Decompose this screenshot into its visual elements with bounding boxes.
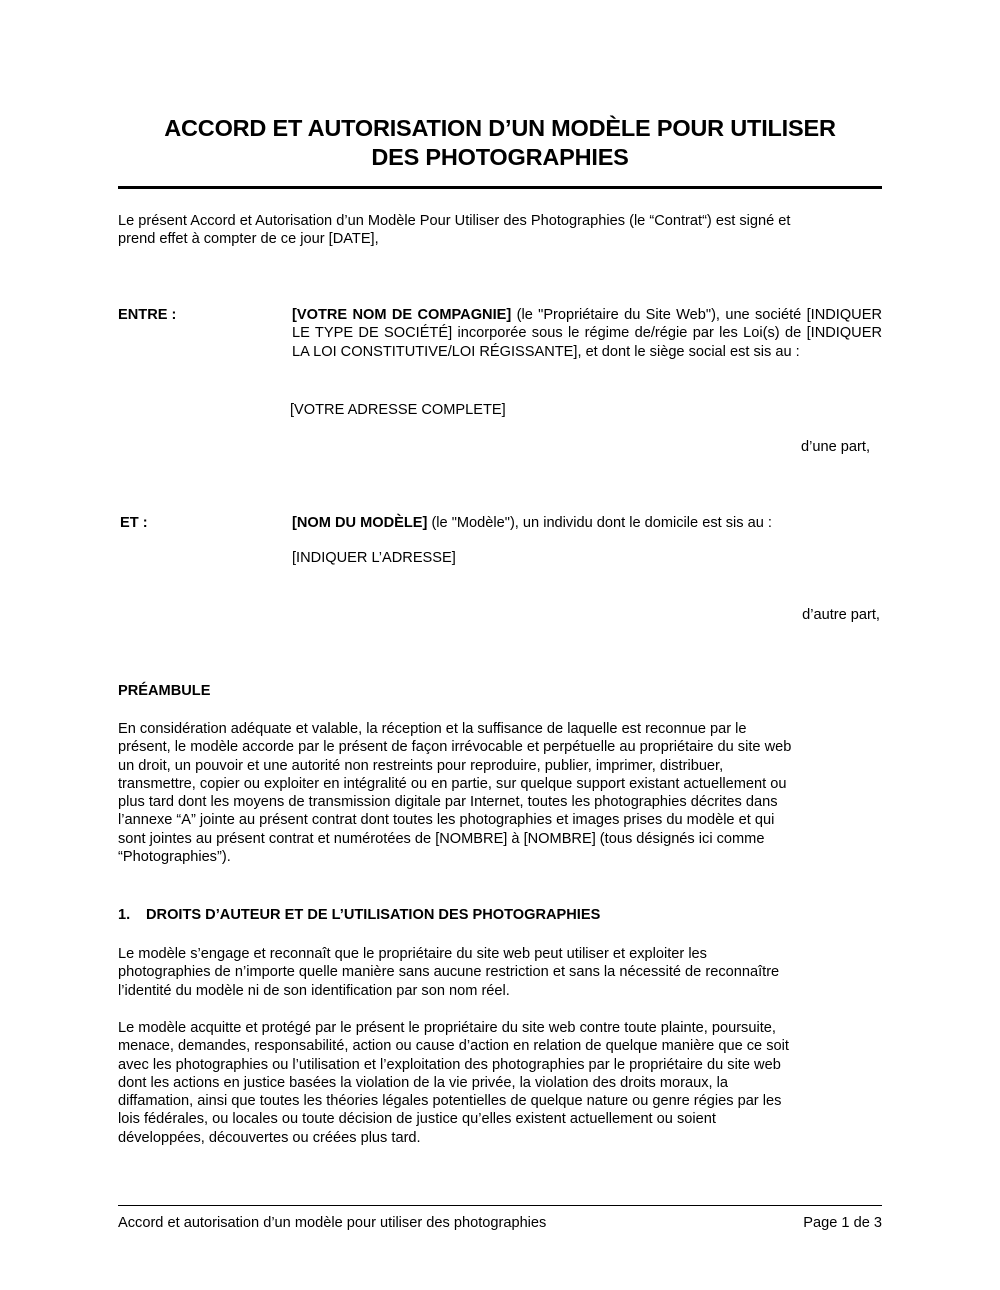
party2-name: [NOM DU MODÈLE] — [292, 515, 428, 531]
party2-details: (le "Modèle"), un individu dont le domicile est sis au : — [427, 515, 772, 531]
text-line: développées, découvertes ou créées plus tard. — [118, 1129, 421, 1146]
title-line: DES PHOTOGRAPHIES — [371, 144, 629, 170]
section1-title: DROITS D’AUTEUR ET DE L’UTILISATION DES PHOTOGRAPHIES — [146, 907, 601, 923]
text-line: présent, le modèle accorde par le présent de façon irrévocable et perpétuelle au propriétaire du site web — [118, 739, 792, 756]
footer-divider — [118, 1205, 882, 1206]
text-line: En considération adéquate et valable, la réception et la suffisance de laquelle est reconnue par le — [118, 721, 747, 737]
party1-name: [VOTRE NOM DE COMPAGNIE] — [292, 307, 512, 323]
page-number: Page 1 de 3 — [803, 1215, 882, 1231]
title-line: ACCORD ET AUTORISATION D’UN MODÈLE POUR UTILISER — [164, 115, 836, 141]
text-line: l’annexe “A” jointe au présent contrat dont toutes les photographies et images prises du modèle et qui — [118, 812, 775, 829]
text-line: “Photographies”). — [118, 849, 231, 866]
section1-number: 1. — [118, 907, 131, 923]
text-line: prend effet à compter de ce jour [DATE], — [118, 231, 379, 248]
section1-paragraph-2 — [118, 1019, 882, 1147]
text-line: diffamation, ainsi que toutes les théories légales potentielles de quelque nature ou genre régies par les — [118, 1093, 782, 1110]
text-line: plus tard dont les moyens de transmission digitale par Internet, toutes les photographies décrites dans — [118, 794, 778, 811]
party1-closing: d’une part, — [801, 439, 870, 455]
section1-heading — [118, 906, 600, 924]
text-line: Le modèle s’engage et reconnaît que le propriétaire du site web peut utiliser et exploiter les — [118, 946, 707, 962]
text-line: l’identité du modèle ni de son identification par son nom réel. — [118, 982, 510, 999]
text-line: photographies de n’importe quelle manière sans aucune restriction et sans la nécessité de reconnaître — [118, 964, 780, 981]
party1-details: (le "Propriétaire du Site Web"), une société [INDIQUER LE TYPE DE SOCIÉTÉ] incorporée sous le régime de/régie par les Loi(s) de [INDIQUER LA LOI CONSTITUTIVE/LOI RÉGISSANTE], et dont le siège social est sis au : — [292, 307, 882, 360]
footer-document-title: Accord et autorisation d’un modèle pour utiliser des photographies — [118, 1215, 547, 1231]
preamble-heading: PRÉAMBULE — [118, 683, 211, 699]
party2-label: ET : — [120, 515, 148, 531]
text-line: Le présent Accord et Autorisation d’un Modèle Pour Utiliser des Photographies (le “Contrat“) est signé et — [118, 213, 791, 229]
text-line: avec les photographies ou l’utilisation et l’exploitation des photographies par le propriétaire du site web — [118, 1056, 781, 1073]
text-line: lois fédérales, ou locales ou toute décision de justice qu’elles existent actuellement ou soient — [118, 1111, 716, 1128]
text-line: sont jointes au présent contrat et numérotées de [NOMBRE] à [NOMBRE] (tous désignés ici comme — [118, 830, 765, 847]
section1-paragraph-1 — [118, 945, 882, 1000]
party1-description — [292, 306, 882, 361]
party2-description — [292, 514, 882, 532]
party2-closing: d’autre part, — [802, 607, 880, 623]
text-line: menace, demandes, responsabilité, action ou cause d’action en relation de quelque manière que ce soit — [118, 1038, 789, 1055]
intro-paragraph — [118, 212, 882, 249]
text-line: transmettre, copier ou exploiter en intégralité ou en partie, sur quelque support existant actuellement ou — [118, 775, 787, 792]
document-page — [118, 0, 882, 1290]
text-line: un droit, un pouvoir et une autorité non restreints pour reproduire, publier, imprimer, distribuer, — [118, 757, 724, 774]
document-title — [118, 114, 882, 172]
preamble-paragraph — [118, 720, 882, 866]
party1-label: ENTRE : — [118, 307, 177, 323]
title-divider — [118, 186, 882, 189]
text-line: dont les actions en justice basées la violation de la vie privée, la violation des droits moraux, la — [118, 1074, 729, 1091]
party1-address: [VOTRE ADRESSE COMPLETE] — [290, 402, 506, 418]
party2-address: [INDIQUER L’ADRESSE] — [292, 550, 456, 566]
text-line: Le modèle acquitte et protégé par le présent le propriétaire du site web contre toute plainte, poursuite, — [118, 1020, 776, 1036]
